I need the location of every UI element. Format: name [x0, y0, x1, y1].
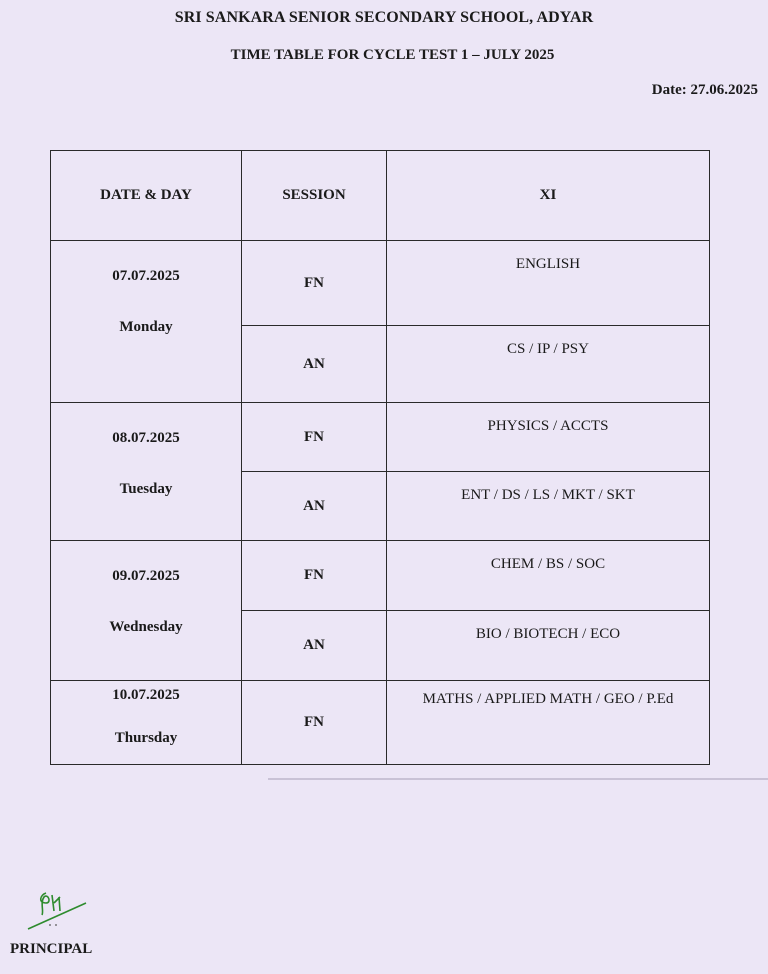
exam-date: 08.07.2025 [112, 430, 180, 446]
date-day-cell [51, 241, 242, 403]
subject-text: CHEM / BS / SOC [490, 556, 606, 572]
exam-day: Monday [119, 319, 173, 335]
principal-signature [26, 885, 96, 935]
session-cell: FN [242, 541, 387, 611]
session-cell: AN [242, 326, 387, 403]
exam-date: 09.07.2025 [112, 568, 180, 584]
subject-cell [387, 541, 710, 611]
exam-day: Wednesday [109, 619, 183, 635]
subject-cell [387, 681, 710, 765]
header-row [51, 151, 710, 241]
timetable [50, 150, 710, 765]
session-cell: AN [242, 611, 387, 681]
subject-text: CS / IP / PSY [507, 341, 589, 357]
header-date-day: DATE & DAY [51, 151, 242, 241]
session-cell: FN [242, 403, 387, 472]
subject-cell [387, 403, 710, 472]
exam-day: Tuesday [119, 481, 173, 497]
header-class: XI [387, 151, 710, 241]
table-row [51, 541, 710, 611]
subject-text: PHYSICS / ACCTS [487, 418, 609, 434]
subject-cell [387, 611, 710, 681]
subject-cell [387, 241, 710, 326]
table-row [51, 681, 710, 765]
date-day-cell [51, 403, 242, 541]
exam-day: Thursday [114, 730, 178, 746]
subject-cell [387, 472, 710, 541]
subject-text: MATHS / APPLIED MATH / GEO / P.Ed [422, 691, 674, 707]
document-date: Date: 27.06.2025 [651, 82, 758, 98]
subject-cell [387, 326, 710, 403]
date-day-cell [51, 541, 242, 681]
subject-text: ENT / DS / LS / MKT / SKT [461, 487, 635, 503]
exam-date: 07.07.2025 [112, 268, 180, 284]
subject-text: BIO / BIOTECH / ECO [475, 626, 621, 642]
session-cell: FN [242, 681, 387, 765]
table-row [51, 403, 710, 472]
school-name: SRI SANKARA SENIOR SECONDARY SCHOOL, ADYAR [174, 9, 594, 26]
exam-title: TIME TABLE FOR CYCLE TEST 1 – JULY 2025 [230, 47, 555, 63]
date-day-cell [51, 681, 242, 765]
exam-date: 10.07.2025 [112, 687, 180, 703]
session-cell: FN [242, 241, 387, 326]
header-session: SESSION [242, 151, 387, 241]
subject-text: ENGLISH [515, 256, 581, 272]
principal-label: PRINCIPAL [10, 941, 93, 957]
table-row [51, 241, 710, 326]
paper-fold-line [268, 778, 768, 780]
session-cell: AN [242, 472, 387, 541]
